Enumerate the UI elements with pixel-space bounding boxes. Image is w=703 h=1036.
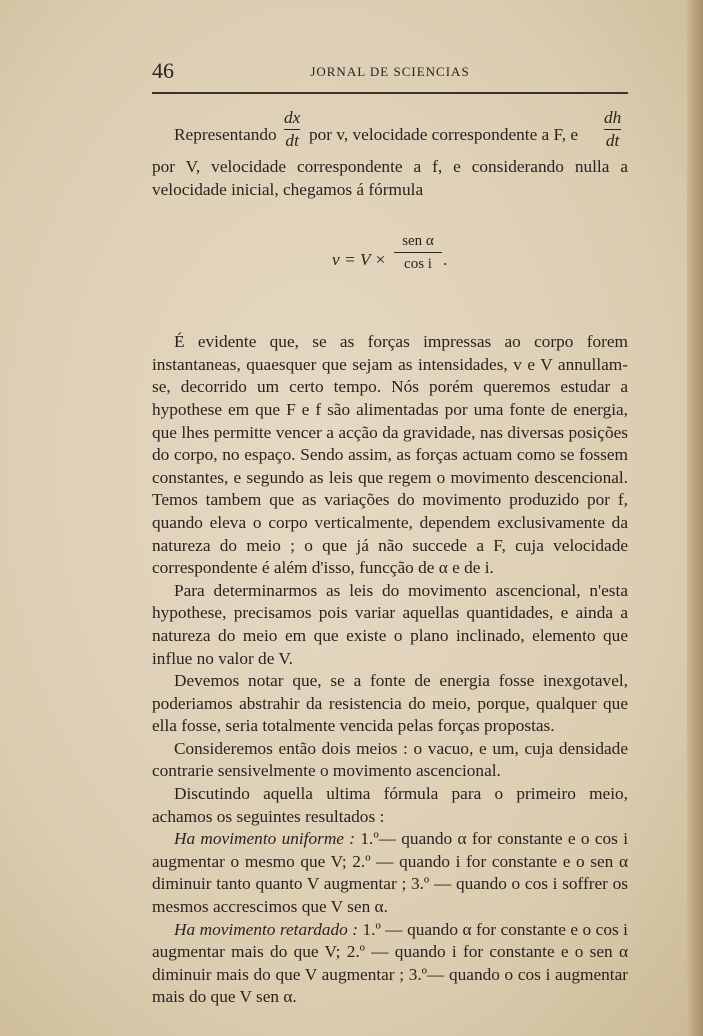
paragraph: Discutindo aquella ultima fórmula para o primeiro meio, achamos os seguintes resultados :: [152, 784, 628, 826]
fraction-dx-dt: [284, 108, 300, 151]
case-text: 1.º— quando α for constante e o cos i augmentar o mesmo que V; 2.º — quando i for constante e o sen α diminuir tanto quanto V augmentar ; 3.º — quando o cos i soffrer os mesmos accrescimos que V sen α.: [152, 829, 628, 917]
case-label: Ha movimento retardado :: [174, 919, 359, 939]
paragraph: É evidente que, se as forças impressas ao corpo forem instantaneas, quaesquer que sejam as intensidades, v e V annullam-se, decorrido um certo tempo. Nós porém queremos estudar a hypothese em que F e f são alimentadas por uma fonte de energia, que lhes permitte vencer a acção da gravidade, nas diversas posições do corpo, no espaço. Sendo assim, as forças actuam como se fossem constantes, e segundo as leis que regem o movimento descencional. Temos tambem que as variações do movimento produzido por f, quando eleva o corpo verticalmente, dependem exclusivamente da natureza do meio ; o que já não succede a F, cuja velocidade correspondente é além d'isso, funcção de α e de i.: [152, 332, 628, 578]
intro-line: [152, 104, 628, 156]
intro-mid-text: por v, velocidade correspondente a F, e: [309, 125, 579, 144]
fraction-numerator: dh: [604, 108, 622, 127]
running-title: JORNAL DE SCIENCIAS: [310, 64, 470, 79]
fraction-denominator: dt: [285, 131, 299, 150]
formula: [152, 229, 628, 297]
fraction-bar: [604, 129, 621, 130]
formula-fraction: [394, 231, 442, 274]
fraction-dh-dt: [604, 108, 621, 151]
fraction-denominator: dt: [605, 131, 620, 150]
page-number: 46: [152, 58, 174, 83]
paragraph: Devemos notar que, se a fonte de energia fosse inexgotavel, poderiamos abstrahir da resistencia do meio, porque, qualquer que ella fosse, seria totalmente vencida pelas forças propostas.: [152, 671, 628, 736]
formula-end: .: [443, 250, 448, 270]
body-text: [152, 104, 628, 1009]
formula-numerator: sen α: [402, 233, 434, 250]
formula-lhs: v = V ×: [332, 250, 387, 270]
formula-denominator: cos i: [404, 256, 432, 273]
case-label: Ha movimento uniforme :: [174, 829, 356, 849]
paragraph: Para determinarmos as leis do movimento ascencional, n'esta hypothese, precisamos pois variar aquellas quantidades, e ainda a natureza do meio em que existe o plano inclinado, elemento que influe no valor de V.: [152, 580, 628, 668]
page-header: [152, 58, 628, 88]
fraction-bar: [284, 129, 300, 130]
case-text: 1.º — quando α for constante e o cos i augmentar mais do que V; 2.º — quando i for constante e o sen α diminuir mais do que V augmentar ; 3.º— quando o cos i augmentar mais do que V sen α.: [152, 919, 628, 1007]
case-uniform-paragraph: [152, 828, 628, 918]
page-edge: [687, 0, 703, 1036]
intro-word: Representando: [174, 125, 277, 144]
fraction-numerator: dx: [284, 108, 301, 127]
header-rule: [152, 92, 628, 94]
paragraph: Consideremos então dois meios : o vacuo, e um, cuja densidade contrarie sensivelmente o movimento ascencional.: [152, 738, 628, 781]
case-retarded-paragraph: [152, 919, 628, 1009]
fraction-bar: [394, 252, 442, 253]
intro-continuation: por V, velocidade correspondente a f, e considerando nulla a velocidade inicial, chegamos á fórmula: [152, 157, 628, 199]
